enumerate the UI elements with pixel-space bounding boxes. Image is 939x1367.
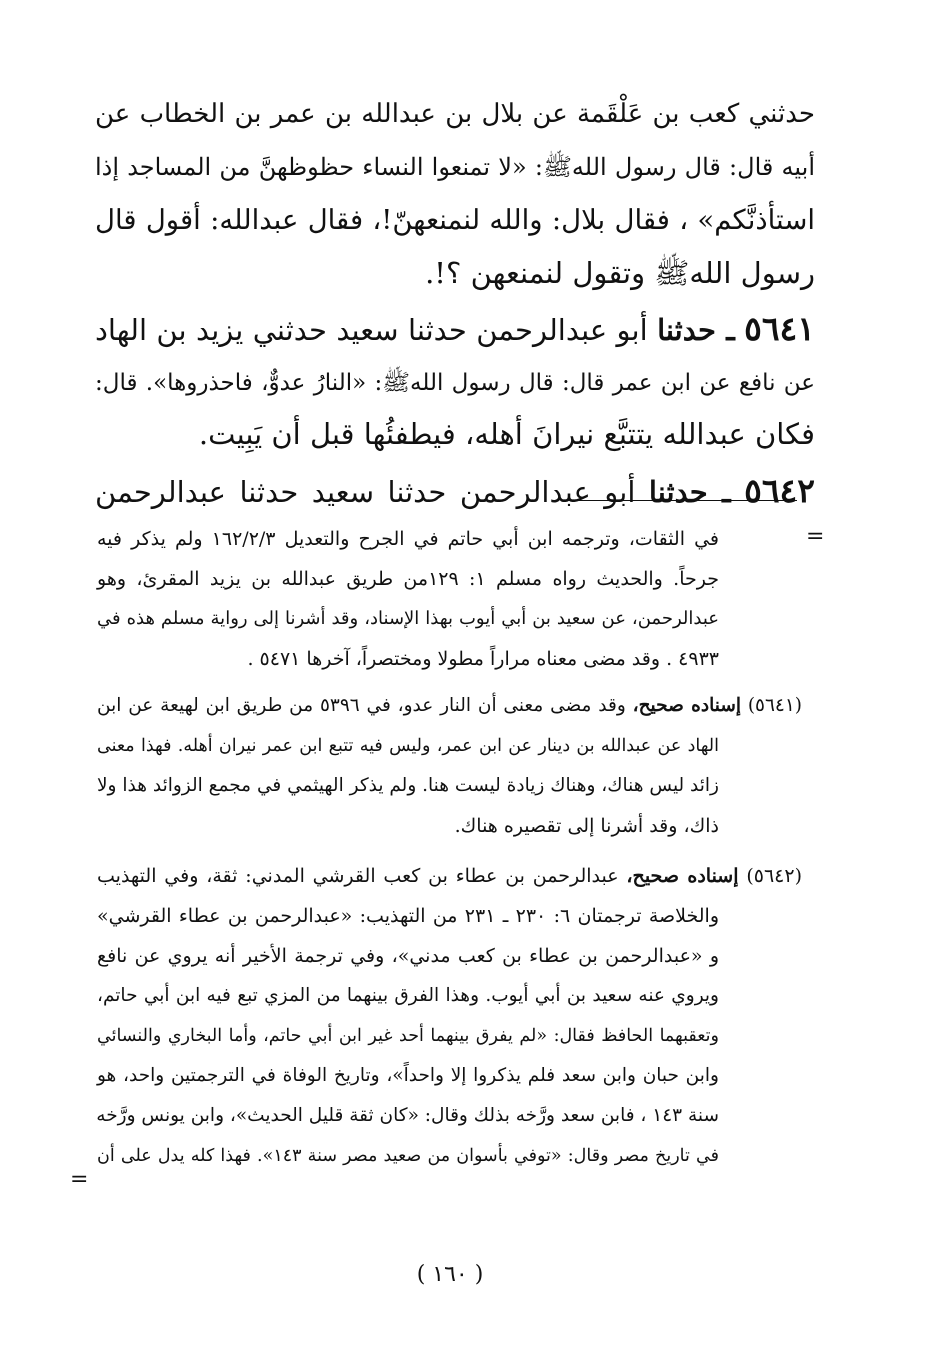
footnote-line: ويروي عنه سعيد بن أبي أيوب. وهذا الفرق بينهما من المزي تبع فيه ابن أبي حاتم، — [97, 985, 719, 1006]
footnote-5641 — [97, 686, 802, 726]
hadith-intro: ـ حدثنا — [648, 475, 731, 509]
footnote-line: في الثقات، وترجمه ابن أبي حاتم في الجرح والتعديل ١٦٢/٢/٣ ولم يذكر فيه — [97, 528, 719, 550]
footnote-continuation — [97, 519, 719, 679]
text-line: استأذنَّكم» ، فقال بلال: والله لنمنعهنّ!، فقال عبدالله: أقول قال — [95, 204, 815, 236]
text-line: أبيه قال: قال رسول اللهﷺ: «لا تمنعوا النساء حظوظهنَّ من المساجد إذا — [95, 153, 815, 181]
footnote-line: والخلاصة ترجمتان ٦: ٢٣٠ ـ ٢٣١ من التهذيب: «عبدالرحمن بن عطاء القرشي» — [97, 905, 719, 927]
text-line: حدثني كعب بن عَلْقَمة عن بلال بن عبدالله بن عمر بن الخطاب عن — [95, 99, 815, 129]
footnote-line — [97, 856, 802, 896]
footnote-line: وتعقبهما الحافظ فقال: «لم يفرق بينهما أحد غير ابن أبي حاتم، وأما البخاري والنسائي — [97, 1026, 719, 1046]
footnote-line: ٤٩٣٣ . وقد مضى معناه مراراً مطولا ومختصراً، آخرها ٥٤٧١ . — [247, 648, 719, 670]
continuation-mark: = — [806, 524, 825, 549]
footnote-line: عبدالرحمن، عن سعيد بن أبي أيوب بهذا الإسناد، وقد أشرنا إلى رواية مسلم هذه في — [97, 608, 719, 629]
footnote-grading: إسناده صحيح، — [626, 865, 739, 887]
footnote-line: زائد ليس هناك، وهناك زيادة ليست هنا. ولم يذكر الهيثمي في مجمع الزوائد هذا ولا — [97, 775, 719, 796]
text-line: رسول اللهﷺ وتقول لنمنعهن ؟!. — [425, 256, 815, 290]
hadith-chain: أبو عبدالرحمن حدثنا سعيد حدثنا عبدالرحمن — [95, 475, 636, 509]
footnote-line: وابن حبان وابن سعد فلم يذكروا إلا واحداً»، وتاريخ الوفاة في الترجمتين واحد، هو — [97, 1065, 719, 1086]
footnote-separator — [565, 500, 797, 501]
footnote-line: الهاد عن عبدالله بن دينار عن ابن عمر، وليس فيه تتبع ابن عمر نيران أهله. فهذا معنى — [97, 736, 719, 756]
footnote-line: في تاريخ مصر وقال: «توفي بأسوان من صعيد مصر سنة ١٤٣». فهذا كله يدل على أن — [97, 1146, 719, 1166]
hadith-heading-5641 — [95, 303, 815, 355]
page-number: ( ١٦٠ ) — [416, 1262, 484, 1287]
text-line: عن نافع عن ابن عمر قال: قال رسول اللهﷺ: «النارُ عدوٌّ، فاحذروها». قال: — [95, 370, 815, 396]
footnote-line: ذاك، وقد أشرنا إلى تقصيره هناك. — [454, 815, 719, 837]
footnote-5641-body — [97, 726, 719, 846]
footnote-line: سنة ١٤٣ ، فابن سعد ورَّخه بذلك وقال: «كان ثقة قليل الحديث»، وابن يونس ورَّخه — [96, 1105, 719, 1126]
hadith-number: ٥٦٤١ — [744, 309, 816, 348]
footnote-grading: إسناده صحيح، — [632, 695, 741, 716]
footnote-line — [97, 686, 802, 726]
footnote-5642-body — [97, 896, 719, 1176]
footnote-line: و «عبدالرحمن بن عطاء بن كعب مدني»، وفي ترجمة الأخير أنه يروي عن نافع — [97, 945, 719, 967]
hadith-chain: أبو عبدالرحمن حدثنا سعيد حدثني يزيد بن الهاد — [95, 313, 648, 347]
footnote-5642 — [97, 856, 802, 896]
footnote-ref: (٥٦٤١) — [747, 695, 802, 716]
continuation-mark-end: = — [70, 1167, 89, 1192]
footnote-text: عبدالرحمن بن عطاء بن كعب القرشي المدني: ثقة، وفي التهذيب — [97, 865, 619, 887]
footnote-ref: (٥٦٤٢) — [746, 865, 803, 887]
hadith-number: ٥٦٤٢ — [744, 471, 816, 510]
main-text — [95, 88, 816, 510]
footnote-text: وقد مضى معنى أن النار عدو، في ٥٣٩٦ من طريق ابن لهيعة عن ابن — [97, 695, 626, 716]
text-line: فكان عبدالله يتتبَّع نيرانَ أهله، فيطفئُها قبل أن يَبِيت. — [198, 417, 815, 451]
hadith-intro: ـ حدثنا — [657, 313, 735, 347]
footnote-line: جرحاً. والحديث رواه مسلم ١: ١٢٩من طريق عبدالله بن يزيد المقرئ، وهو — [97, 568, 719, 590]
hadith-heading-5642 — [95, 465, 815, 517]
